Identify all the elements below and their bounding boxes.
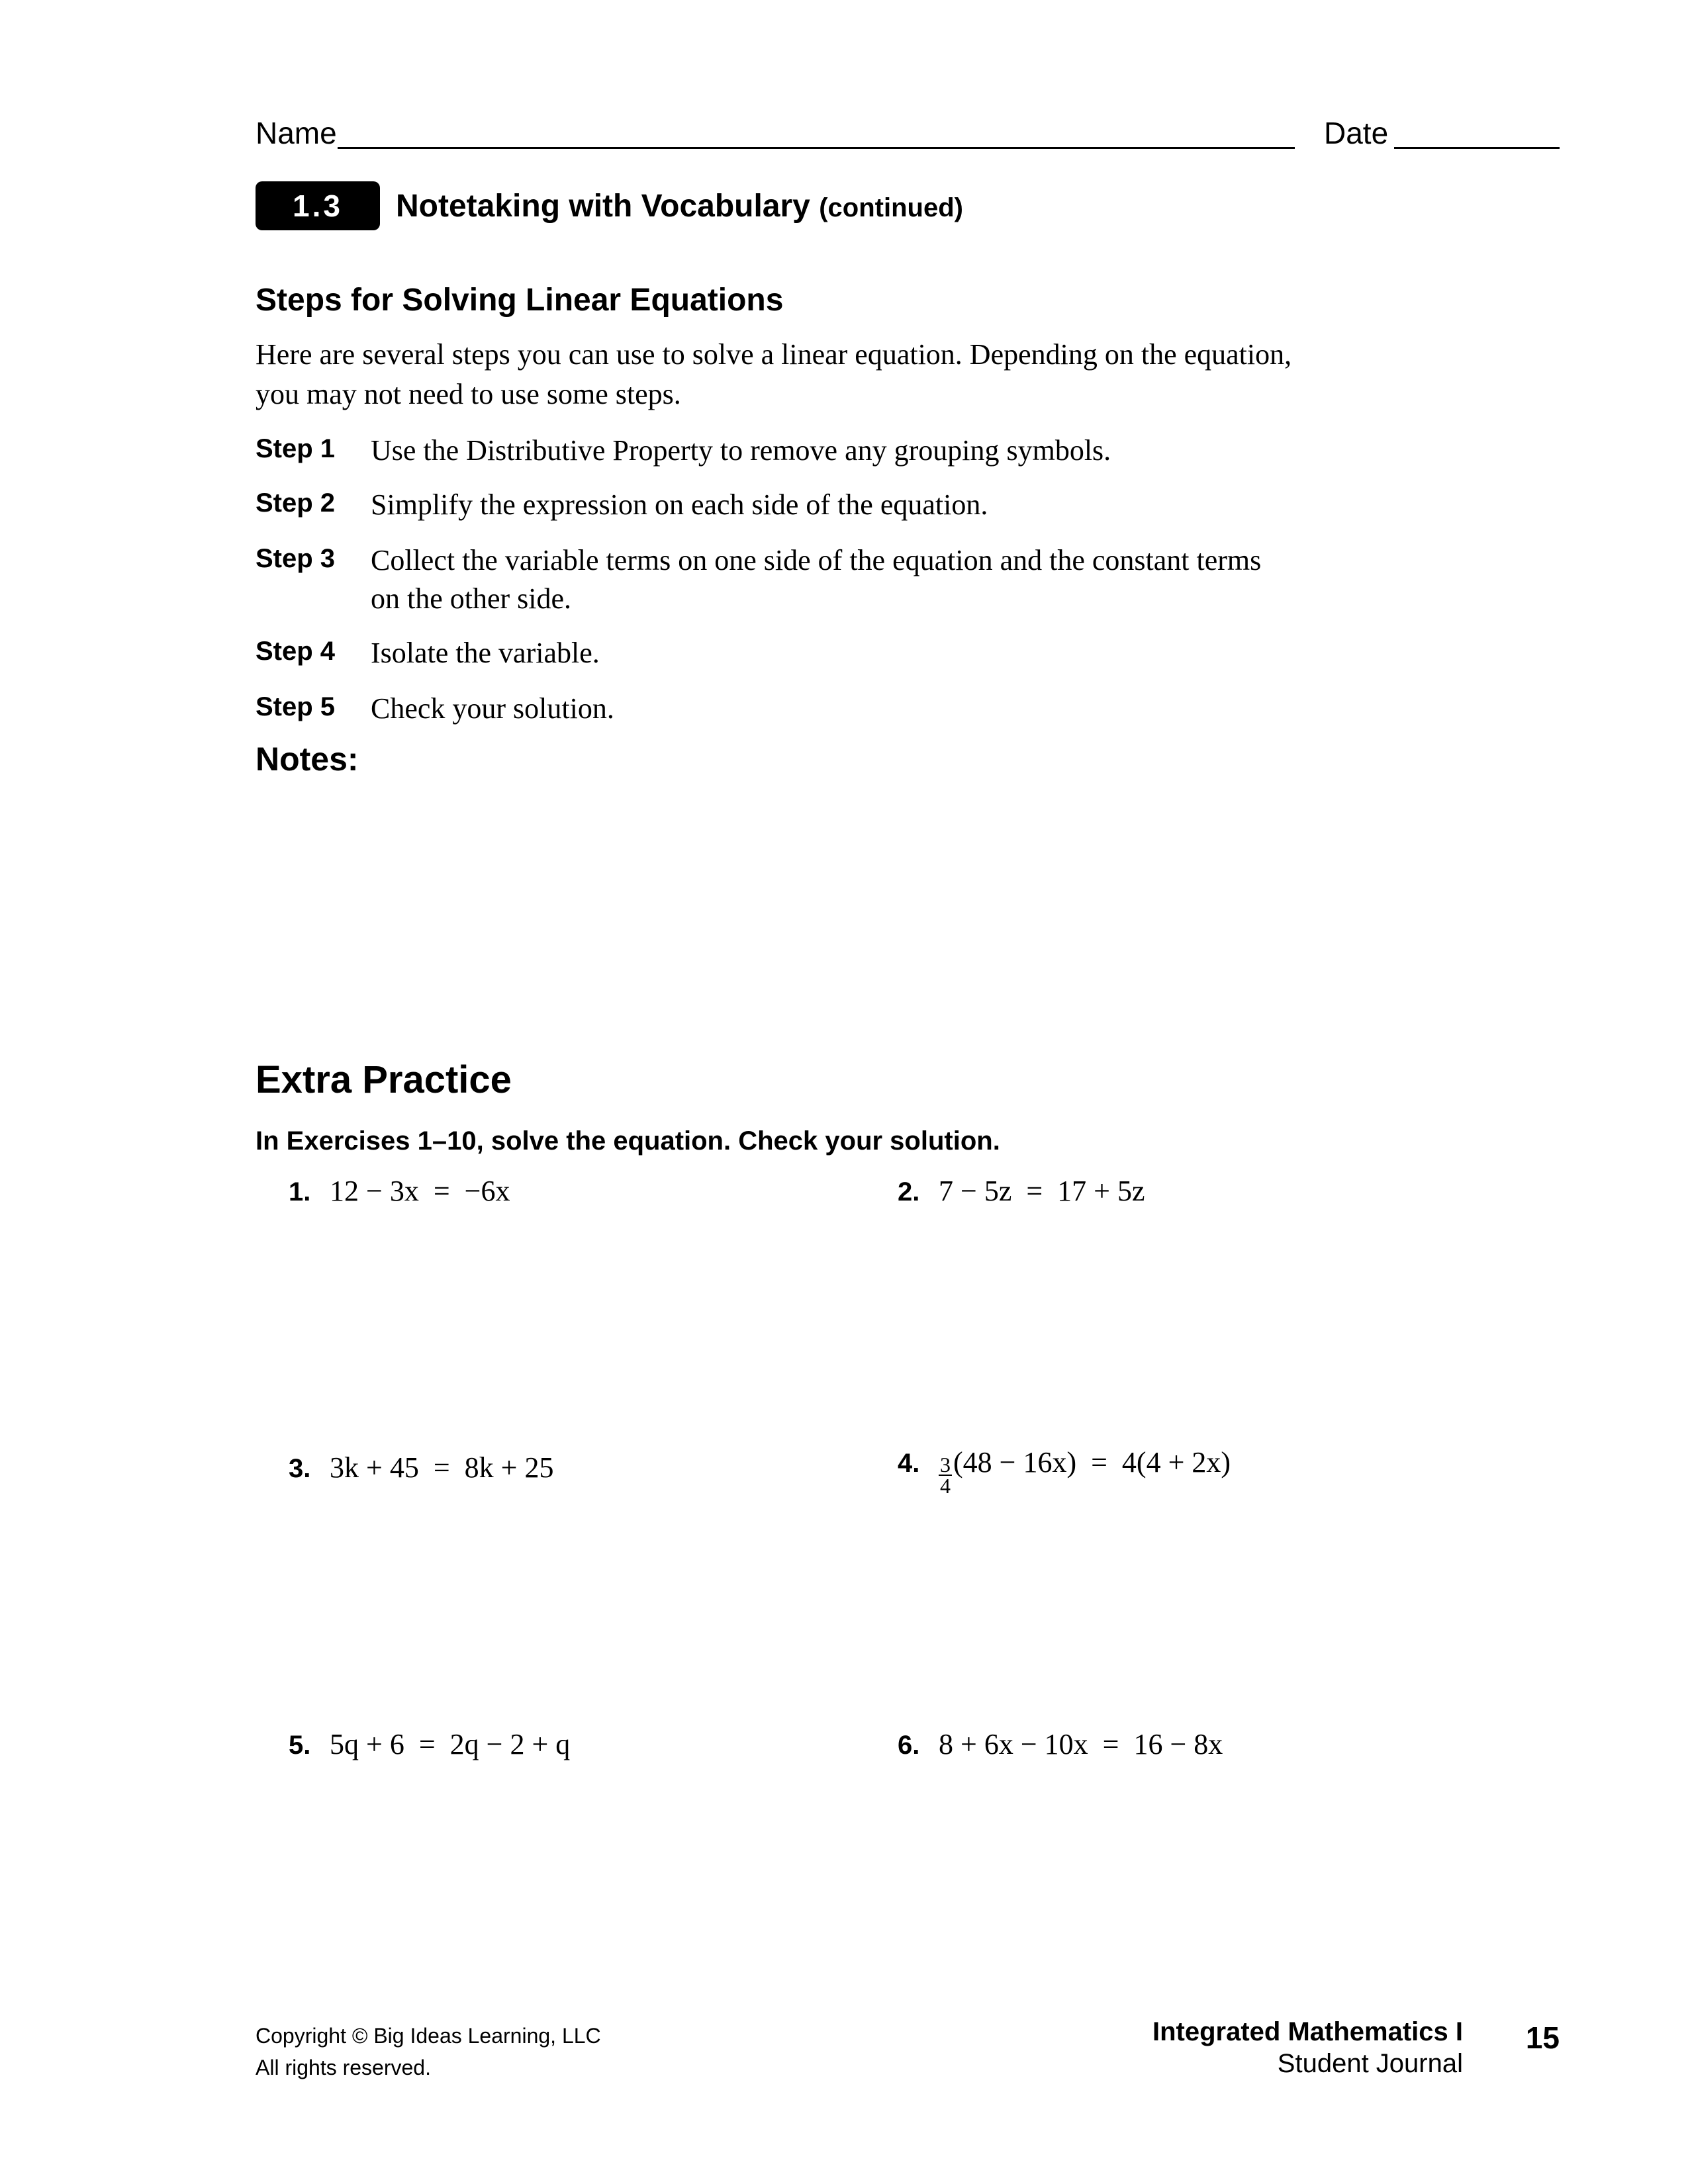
date-label: Date <box>1324 116 1389 150</box>
name-field-line[interactable] <box>338 147 1295 149</box>
step-2 <box>256 486 1317 524</box>
exercise-number: 3. <box>289 1454 311 1483</box>
step-label: Step 1 <box>256 434 336 463</box>
name-label: Name <box>256 116 337 150</box>
lesson-title <box>396 188 963 224</box>
exercise-number: 2. <box>898 1177 920 1206</box>
step-label: Step 5 <box>256 692 336 721</box>
lesson-continued: (continued) <box>819 193 963 222</box>
page-number: 15 <box>1525 2021 1560 2055</box>
copyright-line-1: Copyright © Big Ideas Learning, LLC <box>256 2024 601 2048</box>
step-label: Step 2 <box>256 488 336 518</box>
copyright-notice <box>256 2020 601 2083</box>
step-3 <box>256 541 1297 618</box>
exercise-4 <box>898 1445 1231 1496</box>
step-5 <box>256 690 1317 728</box>
intro-line-1: Here are several steps you can use to solve a linear equation. Depending on the equation, <box>256 338 1292 371</box>
exercise-number: 6. <box>898 1731 920 1760</box>
exercise-6 <box>898 1727 1223 1761</box>
exercise-1 <box>289 1174 510 1208</box>
exercise-number: 4. <box>898 1449 920 1478</box>
intro-paragraph <box>256 335 1354 414</box>
exercise-equation: 5q + 6 = 2q − 2 + q <box>330 1728 571 1760</box>
exercise-equation: 12 − 3x = −6x <box>330 1175 510 1207</box>
step-label: Step 4 <box>256 637 336 666</box>
copyright-line-2: All rights reserved. <box>256 2056 431 2079</box>
step-text: Collect the variable terms on one side of the equation and the constant terms on the other side. <box>371 544 1262 615</box>
step-4 <box>256 634 1317 672</box>
exercise-number: 1. <box>289 1177 311 1206</box>
exercise-equation: 7 − 5z = 17 + 5z <box>939 1175 1145 1207</box>
exercise-instructions: In Exercises 1–10, solve the equation. Check your solution. <box>256 1126 1000 1156</box>
section-heading: Steps for Solving Linear Equations <box>256 283 784 318</box>
book-title: Integrated Mathematics I <box>1152 2017 1463 2046</box>
exercise-3 <box>289 1451 553 1484</box>
step-text: Use the Distributive Property to remove any grouping symbols. <box>371 434 1111 467</box>
fraction <box>939 1455 952 1496</box>
step-text: Isolate the variable. <box>371 637 600 669</box>
notes-label: Notes: <box>256 741 359 778</box>
intro-line-2: you may not need to use some steps. <box>256 378 681 410</box>
fraction-denominator: 4 <box>940 1474 951 1498</box>
step-label: Step 3 <box>256 544 336 573</box>
step-text: Check your solution. <box>371 692 614 725</box>
exercise-equation: (48 − 16x) = 4(4 + 2x) <box>953 1446 1231 1479</box>
lesson-number-badge: 1.3 <box>256 181 380 230</box>
exercise-equation: 3k + 45 = 8k + 25 <box>330 1451 554 1484</box>
step-text: Simplify the expression on each side of the equation. <box>371 488 988 521</box>
exercise-5 <box>289 1727 570 1761</box>
extra-practice-heading: Extra Practice <box>256 1058 512 1101</box>
date-field-line[interactable] <box>1394 147 1560 149</box>
book-subtitle: Student Journal <box>1277 2049 1463 2078</box>
fraction-numerator: 3 <box>940 1453 951 1477</box>
exercise-equation: 8 + 6x − 10x = 16 − 8x <box>939 1728 1223 1760</box>
lesson-title-text: Notetaking with Vocabulary <box>396 189 810 224</box>
step-1 <box>256 432 1317 470</box>
exercise-number: 5. <box>289 1731 311 1760</box>
exercise-2 <box>898 1174 1145 1208</box>
